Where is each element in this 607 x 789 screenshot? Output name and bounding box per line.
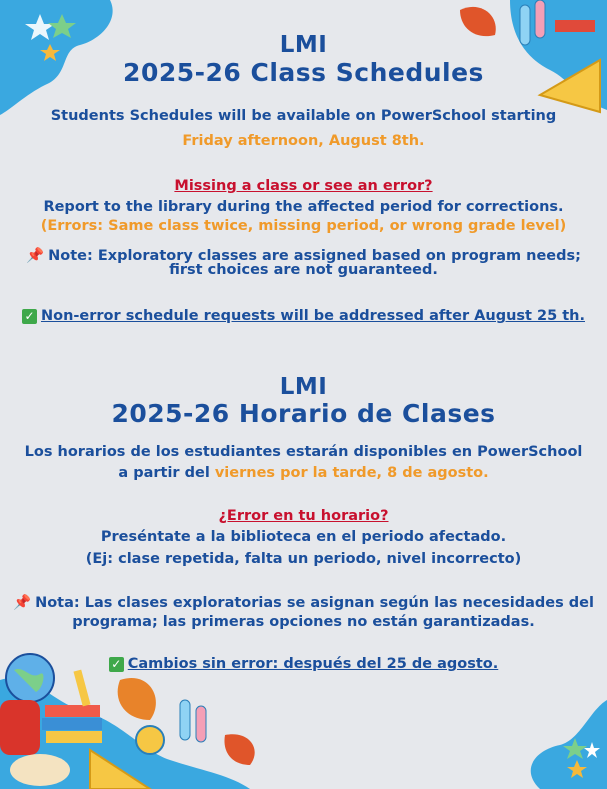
spanish-nonerror-text: Cambios sin error: después del 25 de agosto. [127,656,499,672]
english-note-line1: Note: Exploratory classes are assigned based on program needs; [48,248,581,264]
checkmark-icon: ✓ [22,309,37,324]
spanish-note [0,594,607,611]
book-stack-icon [45,705,100,717]
spanish-page-title: 2025-26 Horario de Clases [111,399,496,428]
spanish-intro-date-line [0,465,607,481]
english-nonerror-text: Non-error schedule requests will be addressed after August 25 th. [40,308,585,324]
english-intro-date: Friday afternoon, August 8th. [182,133,425,149]
english-error-examples: (Errors: Same class twice, missing period, or wrong grade level) [40,218,567,234]
spanish-error-heading: ¿Error en tu horario? [218,508,389,524]
test-tube-icon [196,706,206,742]
spanish-title-line1: LMI [279,374,328,400]
pencil-icon [73,670,90,707]
english-nonerror-notice [0,308,607,324]
book-icon [555,20,595,32]
spanish-error-examples: (Ej: clase repetida, falta un periodo, nivel incorrecto) [85,551,522,567]
flask-icon [136,726,164,754]
pushpin-icon: 📌 [13,595,32,611]
english-page-title: 2025-26 Class Schedules [123,58,484,87]
spanish-error-instruction: Preséntate a la biblioteca en el periodo afectado. [100,529,507,545]
english-note-line2: first choices are not guaranteed. [169,262,438,278]
backpack-icon [0,700,40,755]
bottom-right-decoration [480,690,607,789]
pushpin-icon: 📌 [26,248,45,264]
palette-icon [10,754,70,786]
spanish-nonerror-notice [0,656,607,672]
english-intro-line: Students Schedules will be available on PowerSchool starting [50,108,557,124]
spanish-note-line1: Nota: Las clases exploratorias se asignan según las necesidades del [35,595,594,611]
test-tube-icon [180,700,190,740]
checkmark-icon: ✓ [109,657,124,672]
spanish-note-line2: programa; las primeras opciones no están garantizadas. [72,614,535,630]
english-error-instruction: Report to the library during the affected period for corrections. [43,199,564,215]
english-error-heading: Missing a class or see an error? [174,178,433,194]
spanish-intro-line: Los horarios de los estudiantes estarán disponibles en PowerSchool [24,444,583,460]
spanish-intro-prefix: a partir del [118,465,210,481]
leaf-icon [224,734,254,765]
spanish-intro-date: viernes por la tarde, 8 de agosto. [214,465,489,481]
leaf-icon [118,678,156,720]
english-title-line1: LMI [279,32,328,58]
